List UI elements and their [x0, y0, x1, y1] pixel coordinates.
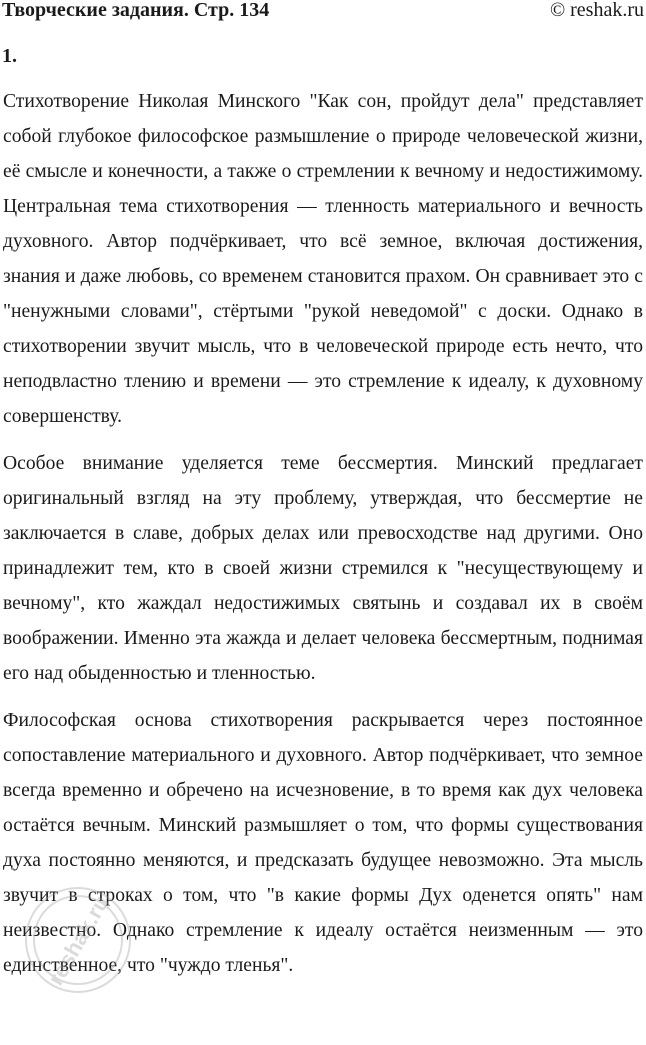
paragraph-2: Особое внимание уделяется теме бессмертия. Минский предлагает оригинальный взгляд на эту проблему, утверждая, что бессмертие не заключается в славе, добрых делах или превосходстве над другими. Оно принадлежит тем, кто в своей жизни стремился к "несуществующему и вечному", кто жаждал недостижимых святынь и создавал их в своём воображении. Именно эта жажда и делает человека бессмертным, поднимая его над обыденностью и тленностью. [3, 453, 643, 684]
watermark-text: reshak.ru [42, 891, 115, 990]
paragraph-3: Философская основа стихотворения раскрывается через постоянное сопоставление материального и духовного. Автор подчёркивает, что земное всегда временно и обречено на исчезновение, в то время как дух человека остаётся вечным. Минский размышляет о том, что формы существования духа постоянно меняются, и предсказать будущее невозможно. Эта мысль звучит в строках о том, что "в какие формы Дух оденется опять" нам неизвестно. Однако стремление к идеалу остаётся неизменным — это единственное, что "чуждо тленья". [3, 710, 643, 976]
answer-text [3, 84, 643, 983]
page-header [0, 0, 646, 24]
page-title: Творческие задания. Стр. 134 [2, 0, 270, 21]
task-number: 1. [2, 45, 17, 67]
paragraph-1: Стихотворение Николая Минского "Как сон, пройдут дела" представляет собой глубокое философское размышление о природе человеческой жизни, её смысле и конечности, а также о стремлении к вечному и недостижимому. Центральная тема стихотворения — тленность материального и вечность духовного. Автор подчёркивает, что всё земное, включая достижения, знания и даже любовь, со временем становится прахом. Он сравнивает это с "ненужными словами", стёртыми "рукой неведомой" с доски. Однако в стихотворении звучит мысль, что в человеческой природе есть нечто, что неподвластно тлению и времени — это стремление к идеалу, к духовному совершенству. [3, 91, 643, 427]
site-credit[interactable]: © reshak.ru [549, 0, 644, 21]
